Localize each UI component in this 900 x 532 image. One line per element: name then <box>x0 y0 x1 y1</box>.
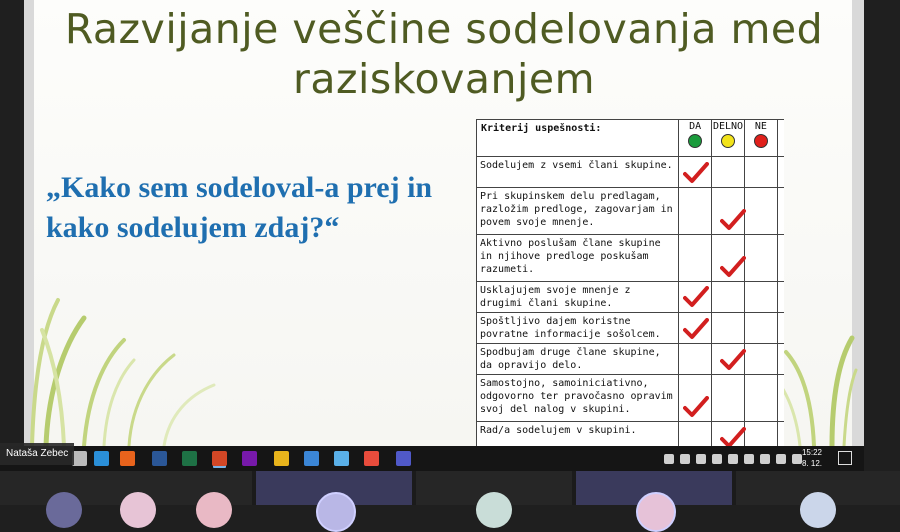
mark-cell-yes <box>679 188 712 235</box>
yellow-dot-icon <box>721 134 735 148</box>
slide-title: Razvijanje veščine sodelovanja med raziskovanjem <box>64 5 824 103</box>
avatar <box>636 492 676 532</box>
avatar <box>120 492 156 528</box>
chevron-up-icon[interactable] <box>664 454 674 464</box>
table-spacer-cell <box>777 313 784 344</box>
criterion-text: Usklajujem svoje mnenje z drugimi člani skupine. <box>477 282 679 313</box>
avatar <box>316 492 356 532</box>
no-label: NE <box>754 121 767 132</box>
clock-date: 8. 12. <box>801 459 822 468</box>
table-spacer <box>777 120 784 157</box>
avatar <box>476 492 512 528</box>
table-row <box>477 344 785 375</box>
avatar <box>800 492 836 528</box>
criterion-text: Aktivno poslušam člane skupine in njihove predloge poskušam razumeti. <box>477 235 679 282</box>
clock-time: 15:22 <box>801 448 823 457</box>
criterion-text: Rad/a sodelujem v skupini. <box>477 422 679 447</box>
notepad-icon[interactable] <box>334 451 349 466</box>
table-spacer-cell <box>777 282 784 313</box>
excel-icon[interactable] <box>182 451 197 466</box>
mark-cell-yes <box>679 344 712 375</box>
red-dot-icon <box>754 134 768 148</box>
table-row <box>477 313 785 344</box>
mark-cell-yes <box>679 157 712 188</box>
avatar <box>46 492 82 528</box>
mark-cell-yes <box>679 375 712 422</box>
mark-cell-yes <box>679 313 712 344</box>
mark-cell-no <box>744 282 777 313</box>
microphone-icon[interactable] <box>696 454 706 464</box>
mark-cell-no <box>744 375 777 422</box>
presenter-name: Nataša Zebec <box>0 443 74 465</box>
chrome-icon[interactable] <box>274 451 289 466</box>
mark-cell-no <box>744 235 777 282</box>
criterion-text: Samostojno, samoiniciativno, odgovorno ter pravočasno opravim svoj del nalog v skupini. <box>477 375 679 422</box>
mark-cell-partly <box>712 375 745 422</box>
mark-cell-no <box>744 344 777 375</box>
battery-icon[interactable] <box>728 454 738 464</box>
dropbox-icon[interactable] <box>712 454 722 464</box>
table-row <box>477 157 785 188</box>
window-right-edge <box>864 0 900 505</box>
edge-icon[interactable] <box>94 451 109 466</box>
criterion-text: Pri skupinskem delu predlagam, razložim predloge, zagovarjam in povem svoje mnenje. <box>477 188 679 235</box>
mark-cell-partly <box>712 157 745 188</box>
mark-cell-no <box>744 188 777 235</box>
mark-cell-partly <box>712 313 745 344</box>
checkmark-icon <box>720 209 746 231</box>
mark-cell-partly <box>712 282 745 313</box>
avatar <box>196 492 232 528</box>
criterion-text: Spoštljivo dajem koristne povratne informacije sošolcem. <box>477 313 679 344</box>
table-row <box>477 188 785 235</box>
yes-label: DA <box>689 121 702 132</box>
shared-slide <box>24 0 864 446</box>
system-tray <box>664 446 808 471</box>
speaker-icon[interactable] <box>760 454 770 464</box>
mark-cell-yes <box>679 235 712 282</box>
table-row <box>477 375 785 422</box>
teams-icon[interactable] <box>396 451 411 466</box>
table-header-row <box>477 120 785 157</box>
word-icon[interactable] <box>152 451 167 466</box>
partly-label: DELNO <box>712 121 744 132</box>
slide-question: „Kako sem sodeloval-a prej in kako sodelujem zdaj?“ <box>46 171 433 244</box>
table-spacer-cell <box>777 235 784 282</box>
cloud-icon[interactable] <box>680 454 690 464</box>
checkmark-icon <box>683 162 709 184</box>
criterion-text: Sodelujem z vsemi člani skupine. <box>477 157 679 188</box>
mark-cell-no <box>744 313 777 344</box>
pen-icon[interactable] <box>776 454 786 464</box>
partly-header <box>712 120 745 157</box>
table-spacer-cell <box>777 375 784 422</box>
table-row <box>477 282 785 313</box>
criteria-table <box>476 119 784 446</box>
table-row <box>477 235 785 282</box>
table-row <box>477 422 785 447</box>
checkmark-icon <box>683 396 709 418</box>
table-spacer-cell <box>777 344 784 375</box>
wifi-icon[interactable] <box>744 454 754 464</box>
mark-cell-yes <box>679 422 712 447</box>
mark-cell-partly <box>712 235 745 282</box>
yes-header <box>679 120 712 157</box>
photos-icon[interactable] <box>304 451 319 466</box>
onenote-icon[interactable] <box>242 451 257 466</box>
mark-cell-partly <box>712 344 745 375</box>
table-spacer-cell <box>777 188 784 235</box>
checkmark-icon <box>720 349 746 371</box>
notifications-icon[interactable] <box>838 451 852 465</box>
table-spacer-cell <box>777 157 784 188</box>
table-spacer-cell <box>777 422 784 447</box>
mark-cell-partly <box>712 422 745 447</box>
mark-cell-yes <box>679 282 712 313</box>
mark-cell-no <box>744 422 777 447</box>
checkmark-icon <box>720 427 746 446</box>
powerpoint-icon[interactable] <box>212 451 227 466</box>
checkmark-icon <box>683 318 709 340</box>
checkmark-icon <box>720 256 746 278</box>
mark-cell-no <box>744 157 777 188</box>
criterion-text: Spodbujam druge člane skupine, da opravijo delo. <box>477 344 679 375</box>
mark-cell-partly <box>712 188 745 235</box>
paint-icon[interactable] <box>364 451 379 466</box>
checkmark-icon <box>683 286 709 308</box>
criteria-header: Kriterij uspešnosti: <box>477 120 679 157</box>
no-header <box>744 120 777 157</box>
firefox-icon[interactable] <box>120 451 135 466</box>
green-dot-icon <box>688 134 702 148</box>
